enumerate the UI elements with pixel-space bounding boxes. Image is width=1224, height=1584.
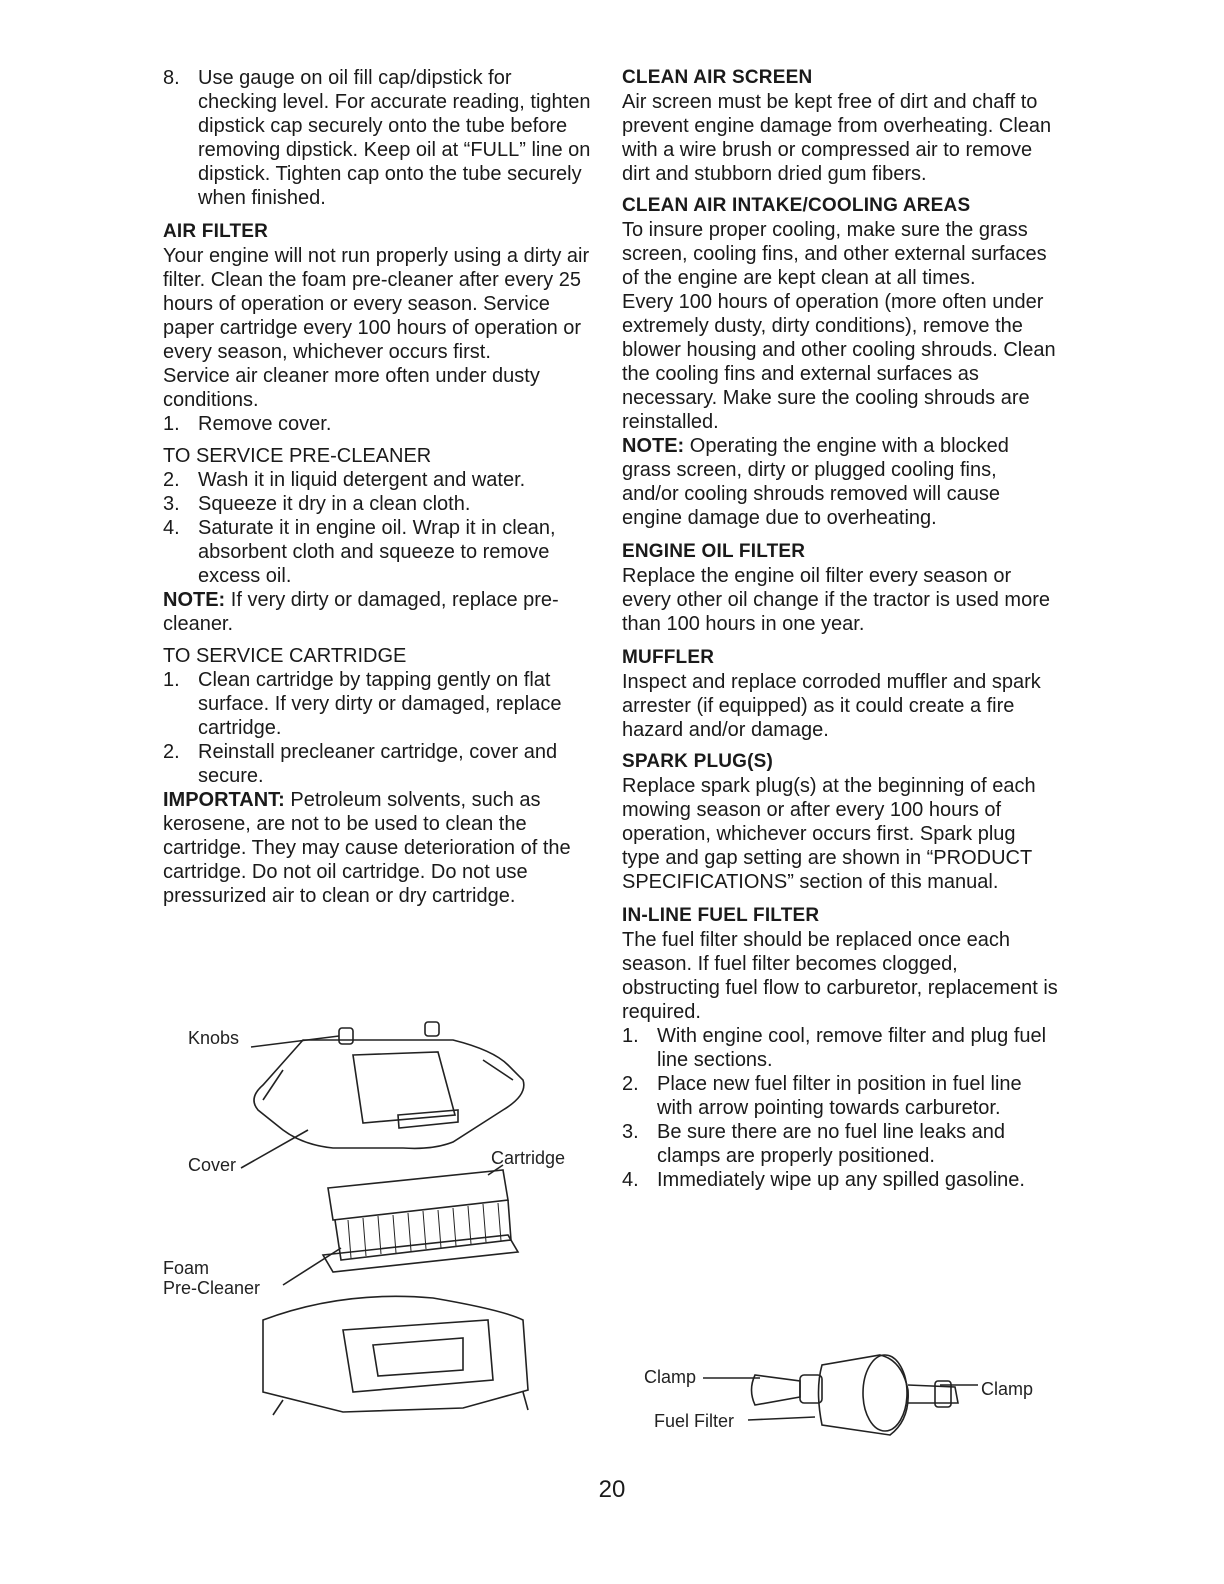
air-filter-illustration [163,1020,583,1430]
cooling-heading: CLEAN AIR INTAKE/COOLING AREAS [622,195,971,216]
clean-air-screen-heading: CLEAN AIR SCREEN [622,67,813,88]
air-filter-section [163,220,595,908]
list-item: 4. Saturate it in engine oil. Wrap it in clean, absorbent cloth and squeeze to remove excess oil. [163,517,556,587]
spark-plug-section [622,750,1058,894]
clean-air-screen-section [622,66,1058,186]
list-item: 2. Place new fuel filter in position in fuel line with arrow pointing towards carburetor. [622,1073,1022,1119]
air-filter-paragraph: Your engine will not run properly using a dirty air filter. Clean the foam pre-cleaner after every 25 hours of operation or every season. Service paper cartridge every 100 hours of operation or every season, whichever occurs first. [163,245,590,363]
air-filter-step-list [163,412,595,436]
muffler-text: Inspect and replace corroded muffler and spark arrester (if equipped) as it could create a fire hazard and/or damage. [622,671,1041,741]
list-item: 3. Be sure there are no fuel line leaks and clamps are properly positioned. [622,1121,1005,1167]
air-filter-diagram [163,1020,583,1430]
label-fuel-filter: Fuel Filter [654,1411,735,1431]
cartridge-step-list [163,668,595,788]
oil-filter-section [622,540,1058,636]
list-item: 1. Clean cartridge by tapping gently on flat surface. If very dirty or damaged, replace cartridge. [163,669,562,739]
fuel-filter-text: The fuel filter should be replaced once each season. If fuel filter becomes clogged, obstructing fuel flow to carburetor, replacement is required. [622,929,1058,1023]
cooling-section [622,194,1058,530]
list-item: 1. With engine cool, remove filter and plug fuel line sections. [622,1025,1047,1071]
label-clamp-left: Clamp [644,1367,697,1387]
page-number: 20 [598,1476,626,1503]
muffler-heading: MUFFLER [622,647,715,668]
list-item: 2. Wash it in liquid detergent and water. [163,469,526,491]
list-item: 4. Immediately wipe up any spilled gasoline. [622,1169,1025,1191]
left-column [163,66,595,908]
oil-filter-text: Replace the engine oil filter every season or every other oil change if the tractor is used more than 100 hours in one year. [622,565,1050,635]
list-item: 8. Use gauge on oil fill cap/dipstick for checking level. For accurate reading, tighten dipstick cap securely onto the tube before removing dipstick. Keep oil at “FULL” line on dipstick. Tighten cap onto the tube securely when finished. [163,67,591,209]
fuel-filter-step-list [622,1024,1058,1192]
oil-filter-heading: ENGINE OIL FILTER [622,541,806,562]
cooling-note: NOTE: Operating the engine with a blocked grass screen, dirty or plugged cooling fins, and/or cooling shrouds removed will cause engine damage due to overheating. [622,435,1009,529]
air-filter-paragraph-2: Service air cleaner more often under dusty conditions. [163,365,540,411]
list-item: 1. Remove cover. [163,413,332,435]
label-foam: Foam [163,1258,210,1278]
air-filter-heading: AIR FILTER [163,221,269,242]
muffler-section [622,646,1058,742]
fuel-filter-diagram [640,1345,1060,1445]
cartridge-heading: TO SERVICE CARTRIDGE [163,645,407,667]
right-column [622,66,1058,1200]
label-clamp-right: Clamp [981,1379,1034,1399]
pre-cleaner-heading: TO SERVICE PRE-CLEANER [163,445,432,467]
spark-plug-heading: SPARK PLUG(S) [622,751,774,772]
label-knobs: Knobs [188,1028,240,1048]
cooling-paragraph: To insure proper cooling, make sure the grass screen, cooling fins, and other external surfaces of the engine are kept clean at all times. [622,219,1047,289]
label-cartridge: Cartridge [491,1148,566,1168]
spark-plug-text: Replace spark plug(s) at the beginning of each mowing season or after every 100 hours of operation, whichever occurs first. Spark plug type and gap setting are shown in “PRODUCT SPECIFICATIONS” section of this manual. [622,775,1036,893]
fuel-filter-heading: IN-LINE FUEL FILTER [622,905,820,926]
label-cover: Cover [188,1155,237,1175]
fuel-filter-section [622,904,1058,1192]
important-note: IMPORTANT: Petroleum solvents, such as kerosene, are not to be used to clean the cartridge. They may cause deterioration of the cartridge. Do not oil cartridge. Do not use pressurized air to clean or dry cartridge. [163,789,571,907]
pre-cleaner-note: NOTE: If very dirty or damaged, replace pre-cleaner. [163,589,559,635]
label-pre-cleaner: Pre-Cleaner [163,1278,261,1298]
list-item: 3. Squeeze it dry in a clean cloth. [163,493,471,515]
pre-cleaner-step-list [163,468,595,588]
oil-step-list [163,66,595,210]
list-item: 2. Reinstall precleaner cartridge, cover and secure. [163,741,558,787]
clean-air-screen-text: Air screen must be kept free of dirt and chaff to prevent engine damage from overheating. Clean with a wire brush or compressed air to remove dirt and stubborn dried gum fibers. [622,91,1052,185]
cooling-paragraph-2: Every 100 hours of operation (more often under extremely dusty, dirty conditions), remove the blower housing and other cooling shrouds. Clean the cooling fins and external surfaces as necessary. Make sure the cooling shrouds are reinstalled. [622,291,1056,433]
